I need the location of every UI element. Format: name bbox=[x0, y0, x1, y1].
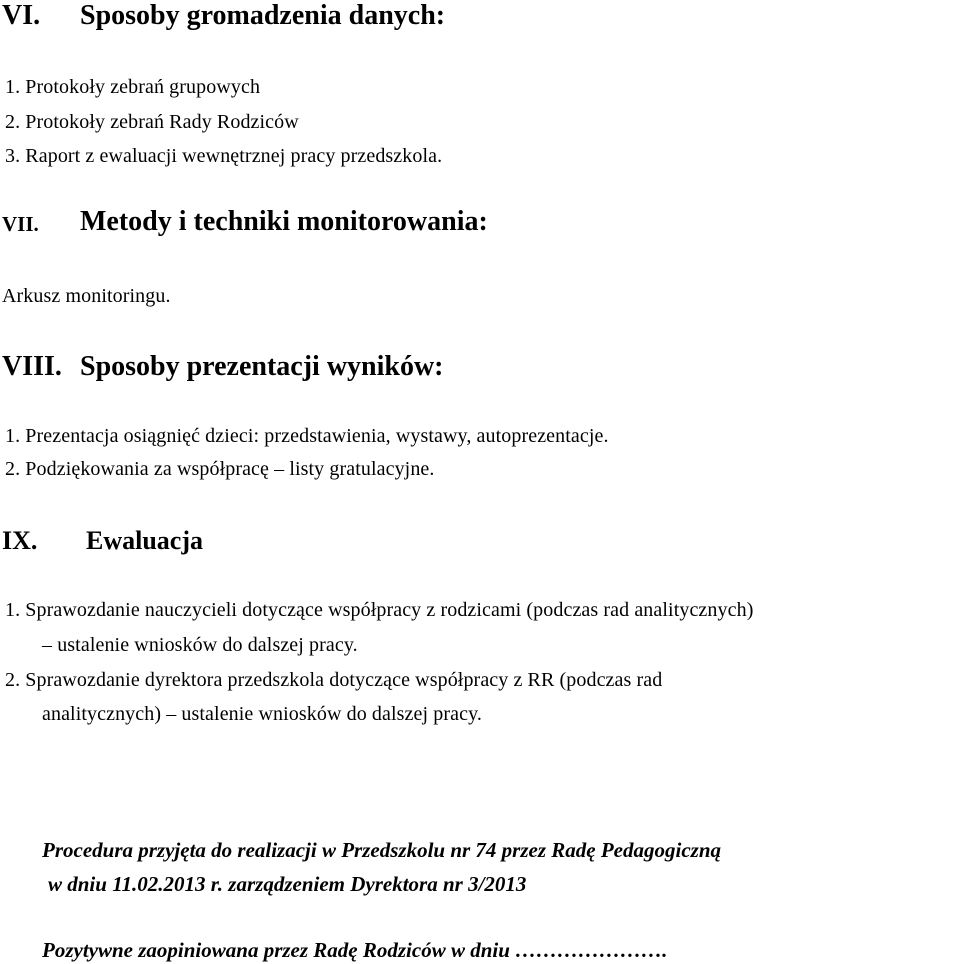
section-viii-item-1: 1. Prezentacja osiągnięć dzieci: przedstawienia, wystawy, autoprezentacje. bbox=[5, 425, 609, 447]
section-ix-number: IX. bbox=[2, 526, 38, 555]
section-viii-title: Sposoby prezentacji wyników: bbox=[80, 351, 444, 382]
procedure-adoption-line-2: w dniu 11.02.2013 r. zarządzeniem Dyrektora nr 3/2013 bbox=[48, 872, 527, 896]
section-viii-number: VIII. bbox=[2, 351, 62, 382]
section-vi-item-2: 2. Protokoły zebrań Rady Rodziców bbox=[5, 111, 299, 133]
section-vii-body: Arkusz monitoringu. bbox=[2, 285, 171, 307]
section-ix-item-2-line-2: analitycznych) – ustalenie wniosków do dalszej pracy. bbox=[42, 703, 482, 725]
section-ix-item-2-line-1: 2. Sprawozdanie dyrektora przedszkola dotyczące współpracy z RR (podczas rad bbox=[5, 669, 663, 691]
parents-council-opinion-line: Pozytywne zaopiniowana przez Radę Rodziców w dniu …………………. bbox=[42, 938, 668, 962]
section-vi-item-1: 1. Protokoły zebrań grupowych bbox=[5, 76, 261, 98]
section-ix-title: Ewaluacja bbox=[86, 526, 203, 555]
section-ix-item-1-line-2: – ustalenie wniosków do dalszej pracy. bbox=[42, 634, 358, 656]
section-vii-number: VII. bbox=[2, 212, 39, 236]
section-vii-title: Metody i techniki monitorowania: bbox=[80, 206, 488, 237]
section-vi-number: VI. bbox=[2, 0, 41, 31]
section-vi-item-3: 3. Raport z ewaluacji wewnętrznej pracy przedszkola. bbox=[5, 145, 443, 167]
section-vi-title: Sposoby gromadzenia danych: bbox=[80, 0, 446, 31]
procedure-adoption-line-1: Procedura przyjęta do realizacji w Przedszkolu nr 74 przez Radę Pedagogiczną bbox=[42, 838, 722, 862]
section-viii-item-2: 2. Podziękowania za współpracę – listy gratulacyjne. bbox=[5, 458, 435, 480]
section-ix-item-1-line-1: 1. Sprawozdanie nauczycieli dotyczące współpracy z rodzicami (podczas rad analitycznych) bbox=[5, 599, 754, 621]
